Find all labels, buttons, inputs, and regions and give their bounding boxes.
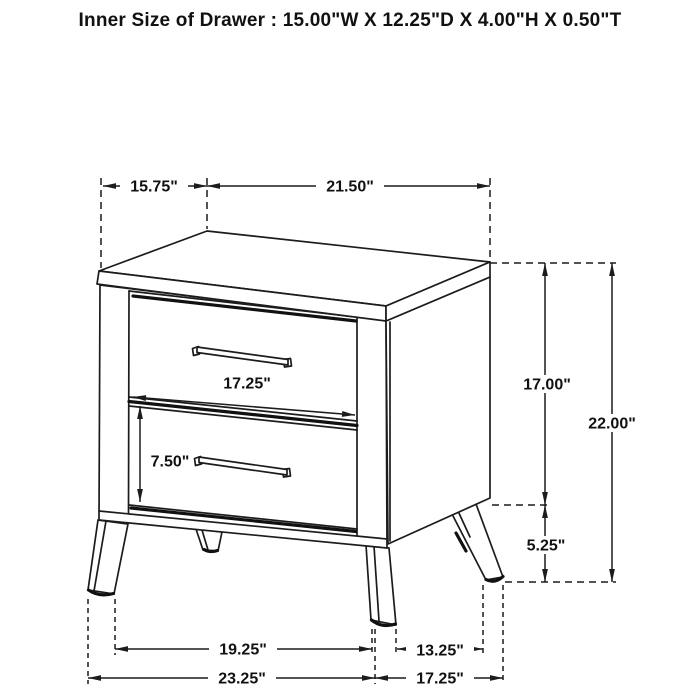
leg-shape (88, 520, 128, 594)
dim-top-depth-label: 15.75" (130, 178, 178, 196)
right-side-panel (386, 277, 490, 544)
dim-carcass-height-label: 17.00" (523, 376, 571, 394)
diagram-title: Inner Size of Drawer : 15.00"W X 12.25"D X 4.00"H X 0.50"T (78, 10, 622, 31)
leg-back-right (452, 504, 503, 581)
dim-drawer-width-label: 17.25" (223, 375, 271, 393)
dim-feet-front-inner-label: 19.25" (219, 641, 267, 659)
dim-leg-clearance-label: 5.25" (526, 537, 566, 555)
leg-front-left (88, 520, 128, 595)
cabinet-body (99, 277, 490, 548)
dim-overall-height-label: 22.00" (588, 415, 636, 433)
dim-top-width-label: 21.50" (326, 178, 374, 196)
dim-drawer-height-label: 7.50" (150, 453, 190, 471)
leg-shape (366, 545, 396, 625)
dim-feet-side-inner-label: 13.25" (416, 642, 464, 660)
dim-feet-side-outer-label: 17.25" (416, 670, 464, 688)
dim-feet-front-outer-label: 23.25" (218, 670, 266, 688)
leg-front-right (366, 545, 396, 626)
